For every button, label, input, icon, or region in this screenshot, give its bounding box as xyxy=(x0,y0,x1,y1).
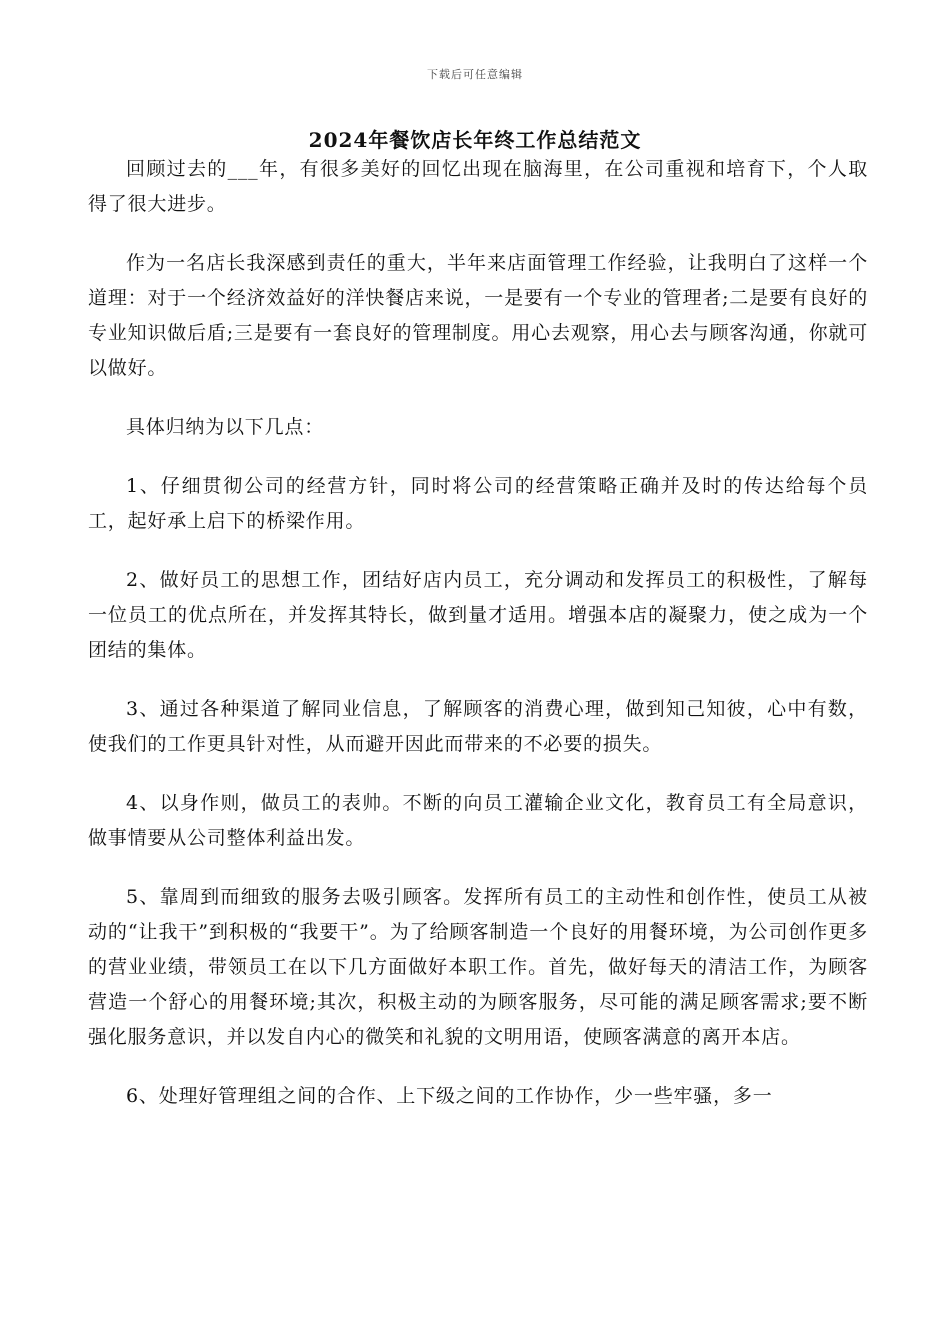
paragraph-point-5: 5、靠周到而细致的服务去吸引顾客。发挥所有员工的主动性和创作性，使员工从被动的“让我干”到积极的“我要干”。为了给顾客制造一个良好的用餐环境，为公司创作更多的营业业绩，带领员工在以下几方面做好本职工作。首先，做好每天的清洁工作，为顾客营造一个舒心的用餐环境;其次，积极主动的为顾客服务，尽可能的满足顾客需求;要不断强化服务意识，并以发自内心的微笑和礼貌的文明用语，使顾客满意的离开本店。 xyxy=(88,886,868,1048)
document-body xyxy=(88,152,868,1138)
paragraph-point-1: 1、仔细贯彻公司的经营方针，同时将公司的经营策略正确并及时的传达给每个员工，起好承上启下的桥梁作用。 xyxy=(88,475,868,532)
header-note: 下载后可任意编辑 xyxy=(427,68,523,81)
paragraph-intro: 回顾过去的___年，有很多美好的回忆出现在脑海里，在公司重视和培育下，个人取得了很大进步。 xyxy=(88,158,868,215)
paragraph-summary-lead: 具体归纳为以下几点： xyxy=(126,416,325,438)
paragraph-responsibility: 作为一名店长我深感到责任的重大，半年来店面管理工作经验，让我明白了这样一个道理：对于一个经济效益好的洋快餐店来说，一是要有一个专业的管理者;二是要有良好的专业知识做后盾;三是要有一套良好的管理制度。用心去观察，用心去与顾客沟通，你就可以做好。 xyxy=(88,252,868,379)
paragraph-point-4: 4、以身作则，做员工的表帅。不断的向员工灌输企业文化，教育员工有全局意识，做事情要从公司整体利益出发。 xyxy=(88,792,868,849)
paragraph-point-6: 6、处理好管理组之间的合作、上下级之间的工作协作，少一些牢骚，多一 xyxy=(126,1085,773,1107)
document-title: 2024年餐饮店长年终工作总结范文 xyxy=(308,128,642,152)
paragraph-point-2: 2、做好员工的思想工作，团结好店内员工，充分调动和发挥员工的积极性，了解每一位员工的优点所在，并发挥其特长，做到量才适用。增强本店的凝聚力，使之成为一个团结的集体。 xyxy=(88,569,868,661)
paragraph-point-3: 3、通过各种渠道了解同业信息，了解顾客的消费心理，做到知己知彼，心中有数，使我们的工作更具针对性，从而避开因此而带来的不必要的损失。 xyxy=(88,698,868,755)
